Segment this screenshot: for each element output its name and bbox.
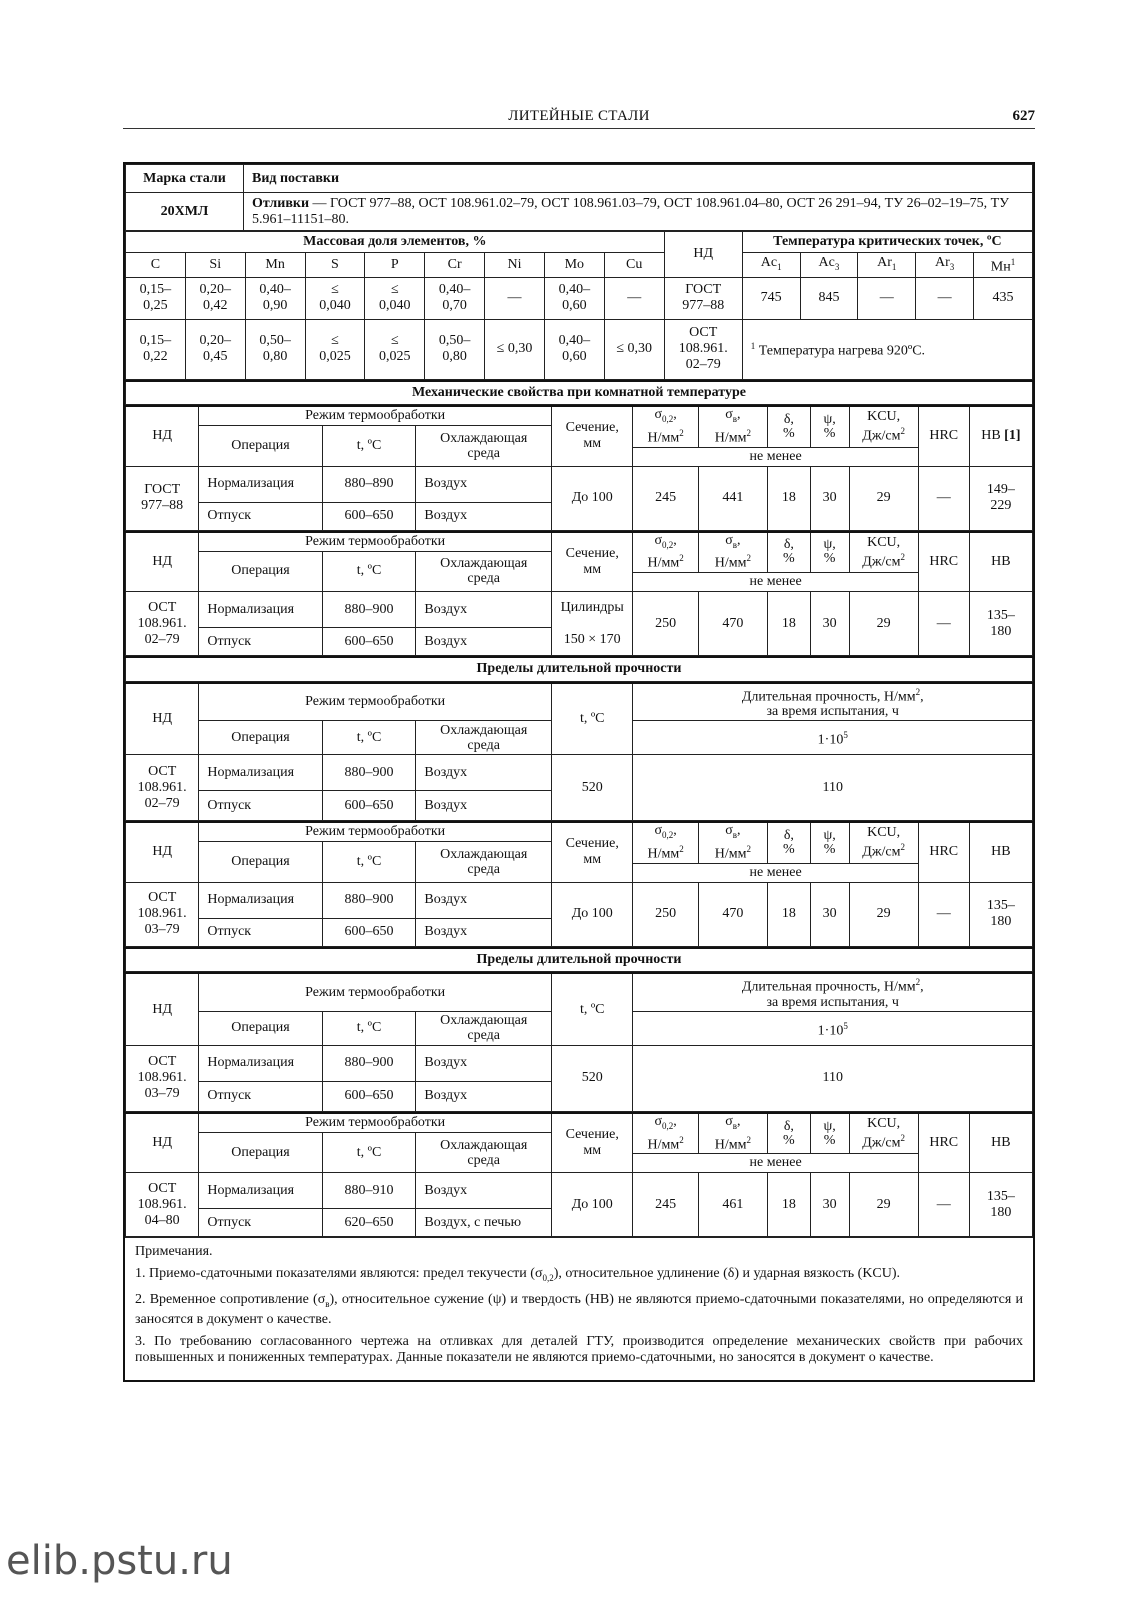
tensile-head: $\sigma_в$, $Н/мм^2$	[698, 532, 767, 573]
impact-head: KCU, $Дж/см^2$	[849, 532, 918, 573]
note-2: 2. Временное сопротивление $(\sigma_в)$, относительное сужение (ψ) и твердость (НВ) не являются приемо-сдаточными показателями, но определяются и заносятся в документ о качестве.	[135, 1292, 1023, 1327]
operation-value: Отпуск	[199, 1209, 322, 1237]
operation-value: Нормализация	[199, 755, 322, 791]
notes	[125, 1237, 1033, 1380]
nd-value: ОСТ 108.961. 03–79	[126, 1045, 199, 1111]
chem-nd: ГОСТ 977–88	[664, 277, 742, 319]
operation-value: Нормализация	[199, 466, 322, 502]
property-value: 135– 180	[969, 882, 1032, 946]
crit-point-head: $Ac_3$	[800, 253, 858, 278]
page-header	[123, 108, 1035, 129]
element-head: P	[365, 253, 425, 278]
mech-block	[125, 821, 1033, 946]
cooling-value: Воздух	[416, 1173, 552, 1209]
cooling-head: Охлаждающая среда	[416, 426, 552, 466]
hb-head: НВ [1]	[969, 406, 1032, 466]
nd-value: ОСТ 108.961. 03–79	[126, 882, 199, 946]
steel-table	[123, 162, 1035, 1382]
section-value: До 100	[551, 1173, 633, 1237]
temp-head: t, ºС	[322, 551, 416, 591]
crit-footnote: $^1$ Температура нагрева 920ºС.	[742, 319, 1032, 379]
mech-title	[125, 380, 1033, 406]
element-value: 0,15– 0,25	[126, 277, 186, 319]
cooling-value: Воздух, с печью	[416, 1209, 552, 1237]
property-value: 149– 229	[969, 466, 1032, 530]
cooling-value: Воздух	[416, 628, 552, 656]
hrc-head: HRC	[918, 532, 969, 592]
test-temp-value: 520	[551, 1045, 633, 1111]
chemistry-table	[125, 231, 1033, 380]
temp-value: 880–900	[322, 592, 416, 628]
property-value: 29	[849, 1173, 918, 1237]
nd-head: НД	[126, 1113, 199, 1173]
test-time: $1\cdot 10^5$	[633, 721, 1033, 755]
running-title: ЛИТЕЙНЫЕ СТАЛИ	[508, 108, 650, 124]
temp-value: 880–890	[322, 466, 416, 502]
crit-title: Температура критических точек, ºС	[742, 232, 1032, 253]
element-value: 0,40– 0,90	[245, 277, 305, 319]
element-head: Cu	[604, 253, 664, 278]
operation-value: Нормализация	[199, 592, 322, 628]
element-value: ≤ 0,025	[305, 319, 365, 379]
elongation-head: δ, %	[767, 822, 810, 863]
temp-value: 600–650	[322, 1081, 416, 1111]
elongation-head: δ, %	[767, 532, 810, 573]
element-head: Mn	[245, 253, 305, 278]
reduction-head: ψ, %	[810, 822, 849, 863]
temp-head: t, ºС	[322, 1011, 416, 1045]
long-strength-value: 110	[633, 1045, 1033, 1111]
property-value: —	[918, 466, 969, 530]
element-value: ≤ 0,30	[485, 319, 545, 379]
element-value: ≤ 0,025	[365, 319, 425, 379]
temp-value: 880–900	[322, 882, 416, 918]
watermark: elib.pstu.ru	[6, 1538, 233, 1584]
element-value: —	[604, 277, 664, 319]
crit-point-value: 435	[974, 277, 1033, 319]
tensile-head: $\sigma_в$, $Н/мм^2$	[698, 406, 767, 447]
long-strength-value: 110	[633, 755, 1033, 821]
impact-head: KCU, $Дж/см^2$	[849, 1113, 918, 1154]
element-value: 0,50– 0,80	[245, 319, 305, 379]
elongation-head: δ, %	[767, 406, 810, 447]
temp-value: 600–650	[322, 791, 416, 821]
crit-point-value: 845	[800, 277, 858, 319]
yield-head: $\sigma_{0,2}$, $Н/мм^2$	[633, 822, 698, 863]
hb-head: НВ	[969, 822, 1032, 882]
test-time: $1\cdot 10^5$	[633, 1011, 1033, 1045]
nd-value: ГОСТ 977–88	[126, 466, 199, 530]
hb-head: НВ	[969, 1113, 1032, 1173]
operation-head: Операция	[199, 1132, 322, 1172]
impact-head: KCU, $Дж/см^2$	[849, 822, 918, 863]
not-less-label: не менее	[633, 447, 918, 466]
operation-head: Операция	[199, 426, 322, 466]
long-strength-head: Длительная прочность, $Н/мм^2$, за время испытания, ч	[633, 973, 1033, 1011]
section-title: Механические свойства при комнатной температуре	[126, 381, 1033, 405]
property-value: 135– 180	[969, 592, 1032, 656]
element-value: ≤ 0,040	[305, 277, 365, 319]
reduction-head: ψ, %	[810, 1113, 849, 1154]
cooling-head: Охлаждающая среда	[416, 1011, 552, 1045]
property-value: 18	[767, 466, 810, 530]
temp-head: t, ºС	[322, 426, 416, 466]
section-value: До 100	[551, 466, 633, 530]
element-value: 0,40– 0,70	[425, 277, 485, 319]
temp-value: 880–900	[322, 755, 416, 791]
operation-value: Нормализация	[199, 1045, 322, 1081]
yield-head: $\sigma_{0,2}$, $Н/мм^2$	[633, 1113, 698, 1154]
element-head: Mo	[544, 253, 604, 278]
note-1: 1. Приемо-сдаточными показателями являются: предел текучести $(\sigma_{0,2})$, относительное удлинение (δ) и ударная вязкость (KCU).	[135, 1266, 901, 1284]
crit-point-value: —	[858, 277, 916, 319]
cooling-head: Охлаждающая среда	[416, 551, 552, 591]
hrc-head: HRC	[918, 822, 969, 882]
element-value: 0,40– 0,60	[544, 319, 604, 379]
page-number: 627	[1012, 108, 1035, 124]
nd-value: ОСТ 108.961. 02–79	[126, 592, 199, 656]
impact-head: KCU, $Дж/см^2$	[849, 406, 918, 447]
regime-head: Режим термообработки	[199, 973, 552, 1011]
temp-value: 880–900	[322, 1045, 416, 1081]
property-value: 250	[633, 882, 698, 946]
element-head: Si	[185, 253, 245, 278]
property-value: 245	[633, 1173, 698, 1237]
operation-value: Отпуск	[199, 791, 322, 821]
temp-head: t, ºС	[322, 1132, 416, 1172]
section-head: Сечение, мм	[551, 1113, 633, 1173]
long-strength-block	[125, 972, 1033, 1112]
property-value: 461	[698, 1173, 767, 1237]
cooling-value: Воздух	[416, 882, 552, 918]
section-head: Сечение, мм	[551, 532, 633, 592]
element-head: C	[126, 253, 186, 278]
crit-point-head: $Ar_1$	[858, 253, 916, 278]
property-blocks	[125, 380, 1033, 1238]
element-head: Ni	[485, 253, 545, 278]
temp-head: t, ºС	[322, 721, 416, 755]
yield-head: $\sigma_{0,2}$, $Н/мм^2$	[633, 406, 698, 447]
cooling-value: Воздух	[416, 466, 552, 502]
property-value: 18	[767, 882, 810, 946]
property-value: 245	[633, 466, 698, 530]
nd-head: НД	[126, 683, 199, 755]
tensile-head: $\sigma_в$, $Н/мм^2$	[698, 822, 767, 863]
cooling-value: Воздух	[416, 755, 552, 791]
supply-standards: — ГОСТ 977–88, ОСТ 108.961.02–79, ОСТ 108.961.03–79, ОСТ 108.961.04–80, ОСТ 26 291–94, ТУ 26–02–19–75, ТУ 5.961–11151–80.	[252, 195, 1010, 227]
element-value: 0,20– 0,45	[185, 319, 245, 379]
section-value: До 100	[551, 882, 633, 946]
not-less-label: не менее	[633, 863, 918, 882]
operation-value: Отпуск	[199, 628, 322, 656]
element-value: —	[485, 277, 545, 319]
operation-value: Отпуск	[199, 918, 322, 946]
nd-value: ОСТ 108.961. 02–79	[126, 755, 199, 821]
cooling-value: Воздух	[416, 502, 552, 530]
crit-point-value: —	[916, 277, 974, 319]
property-value: 30	[810, 592, 849, 656]
element-head: Cr	[425, 253, 485, 278]
hrc-head: HRC	[918, 406, 969, 466]
operation-head: Операция	[199, 551, 322, 591]
cooling-value: Воздух	[416, 1045, 552, 1081]
section-title: Пределы длительной прочности	[126, 657, 1033, 681]
property-value: 30	[810, 1173, 849, 1237]
mech-block	[125, 405, 1033, 530]
section-value: Цилиндры 150 × 170	[551, 592, 633, 656]
temp-head: t, ºС	[551, 973, 633, 1045]
hb-head: НВ	[969, 532, 1032, 592]
cooling-value: Воздух	[416, 1081, 552, 1111]
test-temp-value: 520	[551, 755, 633, 821]
chem-nd: ОСТ 108.961. 02–79	[664, 319, 742, 379]
nd-value: ОСТ 108.961. 04–80	[126, 1173, 199, 1237]
notes-title: Примечания.	[135, 1244, 213, 1260]
temp-value: 880–910	[322, 1173, 416, 1209]
long-title-2	[125, 947, 1033, 973]
property-value: 470	[698, 882, 767, 946]
crit-point-value: 745	[742, 277, 800, 319]
nd-head: НД	[126, 973, 199, 1045]
yield-head: $\sigma_{0,2}$, $Н/мм^2$	[633, 532, 698, 573]
reduction-head: ψ, %	[810, 406, 849, 447]
property-value: 29	[849, 882, 918, 946]
element-value: 0,15– 0,22	[126, 319, 186, 379]
regime-head: Режим термообработки	[199, 406, 552, 426]
grade-value: 20ХМЛ	[126, 193, 244, 231]
temp-value: 600–650	[322, 502, 416, 530]
property-value: —	[918, 882, 969, 946]
temp-head: t, ºС	[551, 683, 633, 755]
supply-label: Вид поставки	[244, 165, 1033, 193]
temp-head: t, ºС	[322, 842, 416, 882]
property-value: 250	[633, 592, 698, 656]
supply-text	[244, 193, 1033, 231]
elongation-head: δ, %	[767, 1113, 810, 1154]
operation-value: Нормализация	[199, 1173, 322, 1209]
long-strength-block	[125, 682, 1033, 822]
element-value: 0,20– 0,42	[185, 277, 245, 319]
nd-head: НД	[126, 532, 199, 592]
property-value: 18	[767, 1173, 810, 1237]
element-value: ≤ 0,040	[365, 277, 425, 319]
element-head: S	[305, 253, 365, 278]
tensile-head: $\sigma_в$, $Н/мм^2$	[698, 1113, 767, 1154]
temp-value: 600–650	[322, 918, 416, 946]
operation-head: Операция	[199, 721, 322, 755]
not-less-label: не менее	[633, 1154, 918, 1173]
regime-head: Режим термообработки	[199, 822, 552, 842]
operation-head: Операция	[199, 1011, 322, 1045]
property-value: 30	[810, 882, 849, 946]
operation-value: Отпуск	[199, 502, 322, 530]
property-value: —	[918, 1173, 969, 1237]
element-value: 0,50– 0,80	[425, 319, 485, 379]
property-value: 29	[849, 592, 918, 656]
section-head: Сечение, мм	[551, 822, 633, 882]
not-less-label: не менее	[633, 573, 918, 592]
chem-title: Массовая доля элементов, %	[126, 232, 665, 253]
note-3: 3. По требованию согласованного чертежа на отливках для деталей ГТУ, производится определение механических свойств при рабочих повышенных и пониженных температурах. Данные показатели не являются приемо-сдаточными, но заносятся в документ о качестве.	[135, 1333, 1023, 1365]
property-value: 441	[698, 466, 767, 530]
long-title-1	[125, 656, 1033, 682]
chem-nd-head: НД	[664, 232, 742, 278]
property-value: 135– 180	[969, 1173, 1032, 1237]
mech-block	[125, 531, 1033, 656]
element-value: 0,40– 0,60	[544, 277, 604, 319]
property-value: 18	[767, 592, 810, 656]
reduction-head: ψ, %	[810, 532, 849, 573]
nd-head: НД	[126, 406, 199, 466]
regime-head: Режим термообработки	[199, 683, 552, 721]
crit-point-head: $Мн^1$	[974, 253, 1033, 278]
operation-value: Отпуск	[199, 1081, 322, 1111]
cooling-head: Охлаждающая среда	[416, 842, 552, 882]
nd-head: НД	[126, 822, 199, 882]
temp-value: 620–650	[322, 1209, 416, 1237]
cooling-head: Охлаждающая среда	[416, 721, 552, 755]
grade-label: Марка стали	[126, 165, 244, 193]
hrc-head: HRC	[918, 1113, 969, 1173]
property-value: 30	[810, 466, 849, 530]
regime-head: Режим термообработки	[199, 1113, 552, 1133]
property-value: 470	[698, 592, 767, 656]
section-title: Пределы длительной прочности	[126, 948, 1033, 972]
temp-value: 600–650	[322, 628, 416, 656]
grade-table	[125, 164, 1033, 231]
regime-head: Режим термообработки	[199, 532, 552, 552]
cooling-head: Охлаждающая среда	[416, 1132, 552, 1172]
property-value: —	[918, 592, 969, 656]
cooling-value: Воздух	[416, 918, 552, 946]
crit-point-head: $Ar_3$	[916, 253, 974, 278]
crit-point-head: $Ac_1$	[742, 253, 800, 278]
operation-value: Нормализация	[199, 882, 322, 918]
supply-bold: Отливки	[252, 195, 310, 211]
property-value: 29	[849, 466, 918, 530]
element-value: ≤ 0,30	[604, 319, 664, 379]
mech-block	[125, 1112, 1033, 1237]
section-head: Сечение, мм	[551, 406, 633, 466]
cooling-value: Воздух	[416, 592, 552, 628]
cooling-value: Воздух	[416, 791, 552, 821]
long-strength-head: Длительная прочность, $Н/мм^2$, за время испытания, ч	[633, 683, 1033, 721]
operation-head: Операция	[199, 842, 322, 882]
